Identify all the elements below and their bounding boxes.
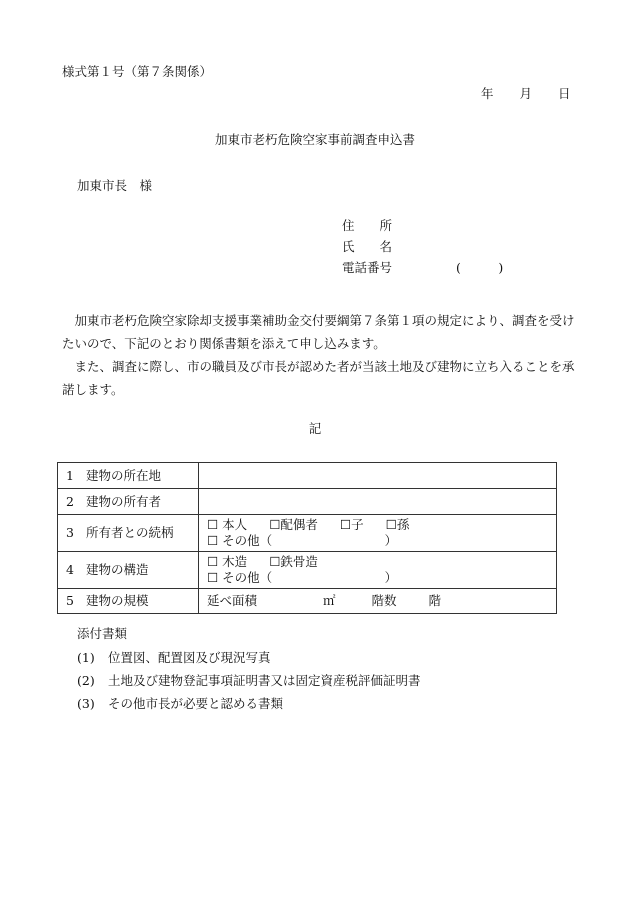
phone-parens: ( )	[455, 260, 504, 275]
phone-label: 電話番号	[342, 260, 393, 275]
floor-unit: 階	[428, 593, 442, 608]
addressee: 加東市長 様	[77, 178, 153, 193]
applicant-name-row	[342, 241, 503, 262]
relation-field	[199, 515, 557, 552]
structure-other-checkbox[interactable]: ☐ その他（ ）	[207, 570, 398, 585]
list-item: (1) 位置図、配置図及び現況写真	[77, 650, 271, 665]
attachments-title: 添付書類	[77, 626, 128, 641]
area-unit: ㎡	[323, 593, 336, 608]
address-label: 住 所	[342, 218, 393, 233]
table-row	[58, 589, 557, 614]
body-text	[62, 309, 582, 401]
row-label: 3 所有者との続柄	[58, 515, 199, 552]
table-row	[58, 489, 557, 515]
table-row	[58, 515, 557, 552]
name-label: 氏 名	[342, 239, 393, 254]
body-paragraph-1: 加東市老朽危険空家除却支援事業補助金交付要綱第７条第１項の規定により、調査を受けたいので、下記のとおり関係書類を添えて申し込みます。	[62, 313, 575, 351]
body-paragraph-2: また、調査に際し、市の職員及び市長が認めた者が当該土地及び建物に立ち入ることを承諾します。	[62, 359, 575, 397]
floors-label: 階数	[371, 593, 397, 608]
date-year: 年	[481, 86, 494, 101]
row-label: 2 建物の所有者	[58, 489, 199, 515]
structure-wood-checkbox[interactable]: ☐ 木造	[207, 554, 248, 569]
relation-child-checkbox[interactable]: ☐子	[339, 517, 364, 532]
owner-field[interactable]	[199, 489, 557, 515]
table-row	[58, 463, 557, 489]
relation-grandchild-checkbox[interactable]: ☐孫	[385, 517, 410, 532]
date-month: 月	[519, 86, 533, 101]
document-title: 加東市老朽危険空家事前調査申込書	[214, 132, 415, 147]
details-table	[57, 462, 557, 614]
relation-spouse-checkbox[interactable]: ☐配偶者	[269, 517, 318, 532]
row-label: 1 建物の所在地	[58, 463, 199, 489]
date-day: 日	[558, 86, 571, 101]
location-field[interactable]	[199, 463, 557, 489]
applicant-phone-row	[342, 262, 503, 283]
list-item: (3) その他市長が必要と認める書類	[77, 696, 284, 711]
structure-steel-checkbox[interactable]: ☐鉄骨造	[269, 554, 318, 569]
date-line	[481, 88, 571, 101]
list-item: (2) 土地及び建物登記事項証明書又は固定資産税評価証明書	[77, 673, 421, 688]
table-row	[58, 552, 557, 589]
row-label: 5 建物の規模	[58, 589, 199, 614]
applicant-block	[342, 220, 503, 283]
scale-field[interactable]	[199, 589, 557, 614]
row-label: 4 建物の構造	[58, 552, 199, 589]
floor-area-label: 延べ面積	[207, 593, 258, 608]
relation-other-checkbox[interactable]: ☐ その他（ ）	[207, 533, 398, 548]
structure-field	[199, 552, 557, 589]
applicant-address-row	[342, 220, 503, 241]
form-number: 様式第１号（第７条関係）	[62, 64, 213, 79]
ki-heading: 記	[308, 421, 322, 436]
relation-self-checkbox[interactable]: ☐ 本人	[207, 517, 248, 532]
